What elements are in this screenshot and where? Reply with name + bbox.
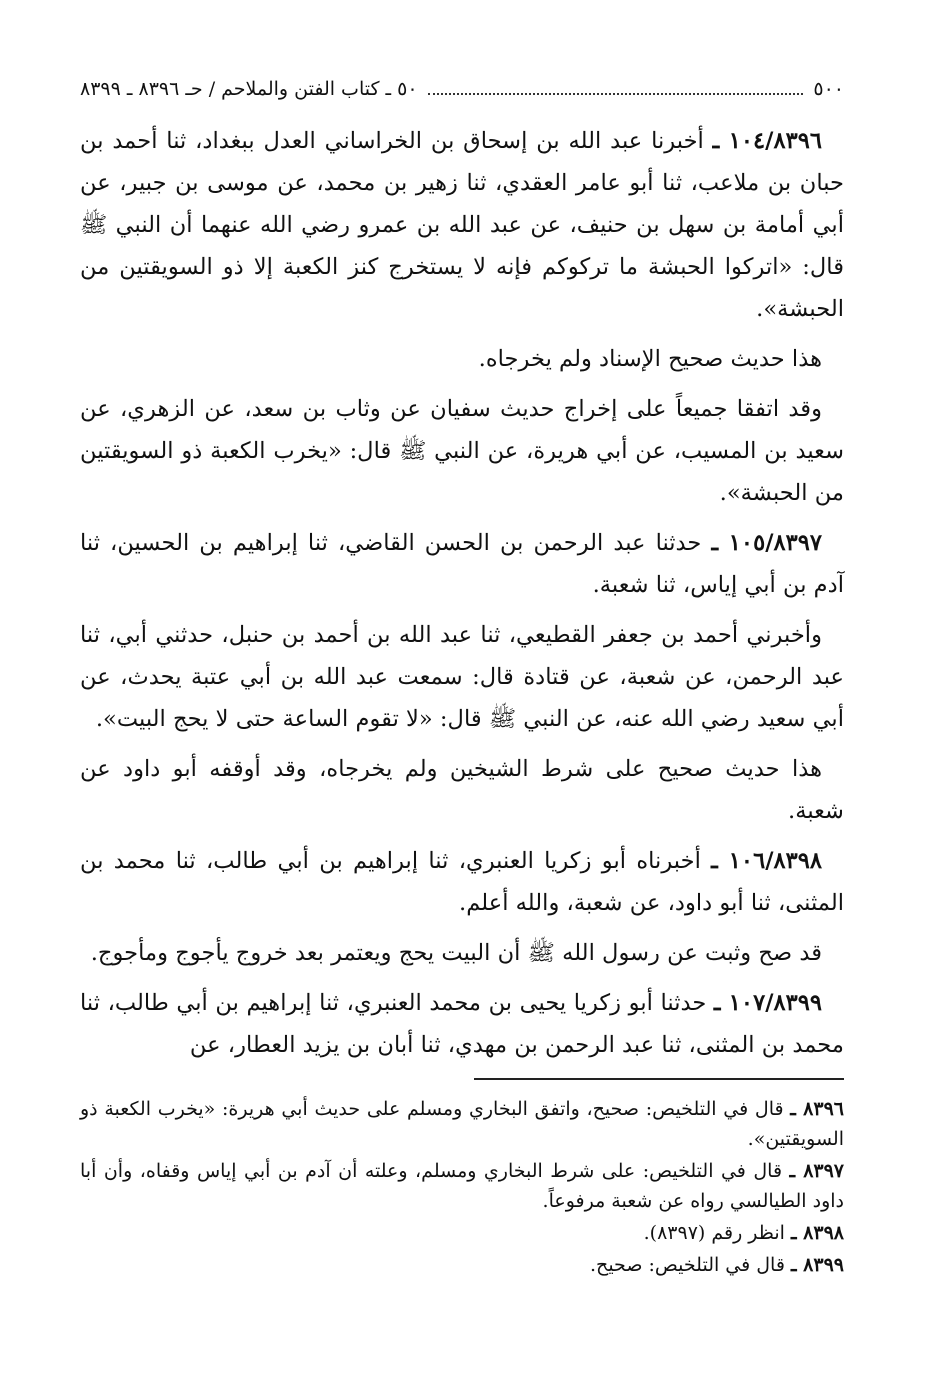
commentary-paragraph: وقد اتفقا جميعاً على إخراج حديث سفيان عن وثاب بن سعد، عن الزهري، عن سعيد بن المسيب، عن أبي هريرة، عن النبي ﷺ قال: «يخرب الكعبة ذو السويقتين من الحبشة». — [80, 396, 844, 506]
footnote: ٨٣٩٨ ـ انظر رقم (٨٣٩٧). — [643, 1222, 844, 1244]
footnote: ٨٣٩٦ ـ قال في التلخيص: صحيح، واتفق البخاري ومسلم على حديث أبي هريرة: «يخرب الكعبة ذو السويقتين». — [80, 1098, 844, 1150]
document-page — [80, 78, 844, 1282]
main-text — [80, 120, 844, 1066]
commentary-paragraph: وأخبرني أحمد بن جعفر القطيعي، ثنا عبد الله بن أحمد بن حنبل، حدثني أبي، ثنا عبد الرحمن، عن شعبة، عن قتادة قال: سمعت عبد الله بن أبي عتبة يحدث، عن أبي سعيد رضي الله عنه، عن النبي ﷺ قال: «لا تقوم الساعة حتى لا يحج البيت». — [80, 622, 844, 732]
footnote: ٨٣٩٩ ـ قال في التلخيص: صحيح. — [590, 1254, 844, 1276]
running-header — [80, 78, 844, 106]
hadith-paragraph: ١٠٧/٨٣٩٩ ـ حدثنا أبو زكريا يحيى بن محمد العنبري، ثنا إبراهيم بن أبي طالب، ثنا محمد بن المثنى، ثنا عبد الرحمن بن مهدي، ثنا أبان بن يزيد العطار، عن — [80, 990, 844, 1058]
footnote-separator — [474, 1078, 844, 1080]
commentary-paragraph: هذا حديث صحيح على شرط الشيخين ولم يخرجاه، وقد أوقفه أبو داود عن شعبة. — [80, 756, 844, 824]
header-dotted-leader — [428, 81, 804, 95]
footnote: ٨٣٩٧ ـ قال في التلخيص: على شرط البخاري ومسلم، وعلته أن آدم بن أبي إياس وقفاه، وأن أبا داود الطيالسي رواه عن شعبة مرفوعاً. — [80, 1160, 845, 1212]
commentary-paragraph: قد صح وثبت عن رسول الله ﷺ أن البيت يحج ويعتمر بعد خروج يأجوج ومأجوج. — [90, 940, 822, 966]
running-title: ٥٠ ـ كتاب الفتن والملاحم / حـ ٨٣٩٦ ـ ٨٣٩٩ — [80, 78, 418, 100]
hadith-paragraph: ١٠٥/٨٣٩٧ ـ حدثنا عبد الرحمن بن الحسن القاضي، ثنا إبراهيم بن الحسين، ثنا آدم بن أبي إياس، ثنا شعبة. — [80, 530, 844, 598]
footnotes — [80, 1094, 844, 1280]
commentary-paragraph: هذا حديث صحيح الإسناد ولم يخرجاه. — [478, 346, 822, 372]
page-number: ٥٠٠ — [813, 78, 844, 100]
hadith-paragraph: ١٠٦/٨٣٩٨ ـ أخبرناه أبو زكريا العنبري، ثنا إبراهيم بن أبي طالب، ثنا محمد بن المثنى، ثنا أبو داود، عن شعبة، والله أعلم. — [80, 848, 844, 916]
hadith-paragraph: ١٠٤/٨٣٩٦ ـ أخبرنا عبد الله بن إسحاق بن الخراساني العدل ببغداد، ثنا أحمد بن حبان بن ملاعب، ثنا أبو عامر العقدي، ثنا زهير بن محمد، عن موسى بن جبير، عن أبي أمامة بن سهل بن حنيف، عن عبد الله بن عمرو رضي الله عنهما أن النبي ﷺ قال: «اتركوا الحبشة ما تركوكم فإنه لا يستخرج كنز الكعبة إلا ذو السويقتين من الحبشة». — [80, 128, 844, 322]
